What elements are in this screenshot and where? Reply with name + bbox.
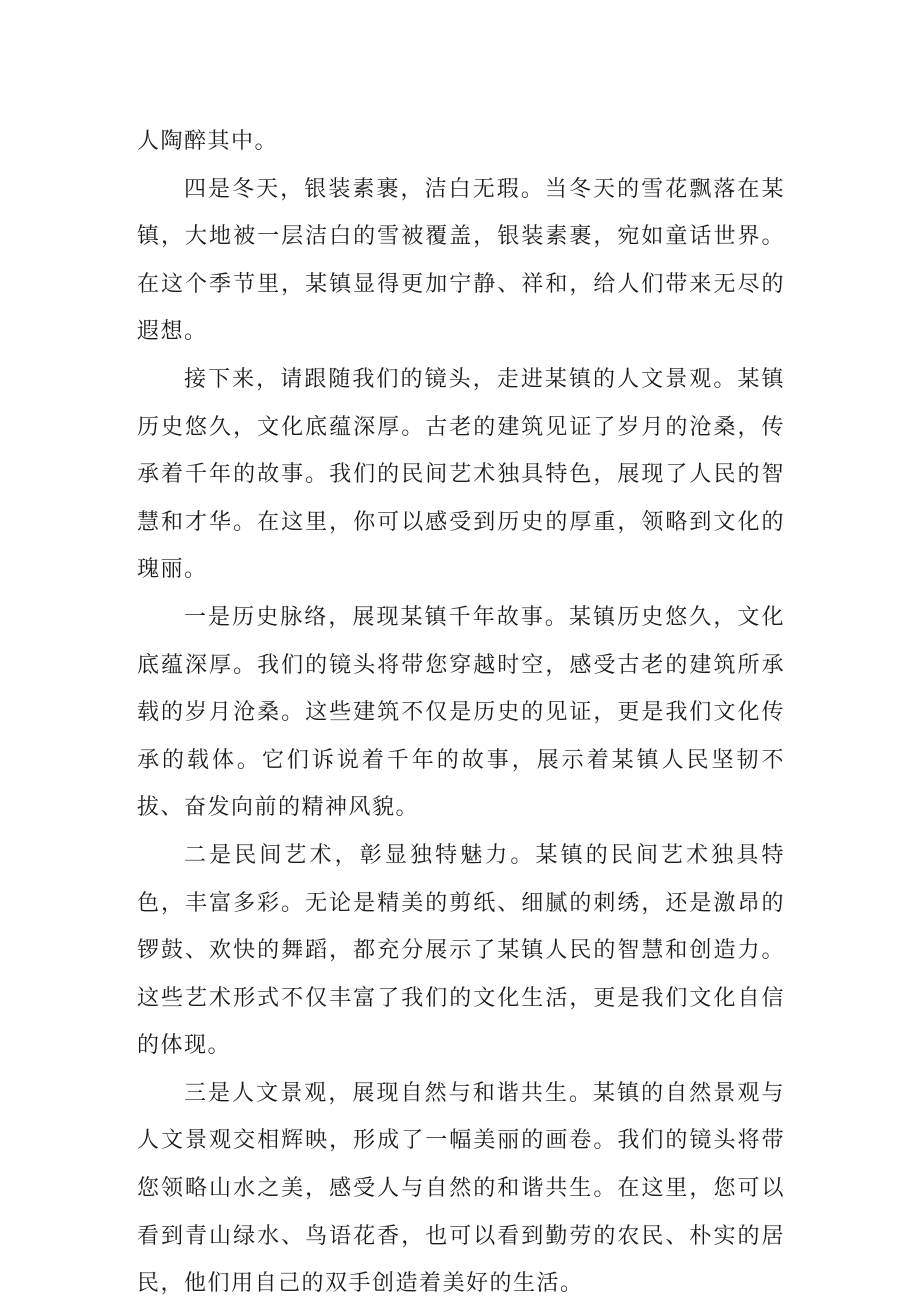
paragraph-folk-art: 二是民间艺术，彰显独特魅力。某镇的民间艺术独具特色，丰富多彩。无论是精美的剪纸、细腻的刺绣，还是激昂的锣鼓、欢快的舞蹈，都充分展示了某镇人民的智慧和创造力。这些艺术形式不仅丰富了我们的文化生活，更是我们文化自信的体现。 <box>137 842 785 1059</box>
paragraph-winter: 四是冬天，银装素裹，洁白无瑕。当冬天的雪花飘落在某镇，大地被一层洁白的雪被覆盖，银装素裹，宛如童话世界。在这个季节里，某镇显得更加宁静、祥和，给人们带来无尽的遐想。 <box>137 176 785 345</box>
paragraph-humanities-intro: 接下来，请跟随我们的镜头，走进某镇的人文景观。某镇历史悠久，文化底蕴深厚。古老的建筑见证了岁月的沧桑，传承着千年的故事。我们的民间艺术独具特色，展现了人民的智慧和才华。在这里，你可以感受到历史的厚重，领略到文化的瑰丽。 <box>137 366 785 583</box>
document-body <box>137 118 785 1308</box>
paragraph-continuation: 人陶醉其中。 <box>137 129 279 154</box>
paragraph-history: 一是历史脉络，展现某镇千年故事。某镇历史悠久，文化底蕴深厚。我们的镜头将带您穿越时空，感受古老的建筑所承载的岁月沧桑。这些建筑不仅是历史的见证，更是我们文化传承的载体。它们诉说着千年的故事，展示着某镇人民坚韧不拔、奋发向前的精神风貌。 <box>137 604 785 821</box>
paragraph-landscape: 三是人文景观，展现自然与和谐共生。某镇的自然景观与人文景观交相辉映，形成了一幅美丽的画卷。我们的镜头将带您领略山水之美，感受人与自然的和谐共生。在这里，您可以看到青山绿水、鸟语花香，也可以看到勤劳的农民、朴实的居民，他们用自己的双手创造着美好的生活。 <box>137 1080 785 1297</box>
